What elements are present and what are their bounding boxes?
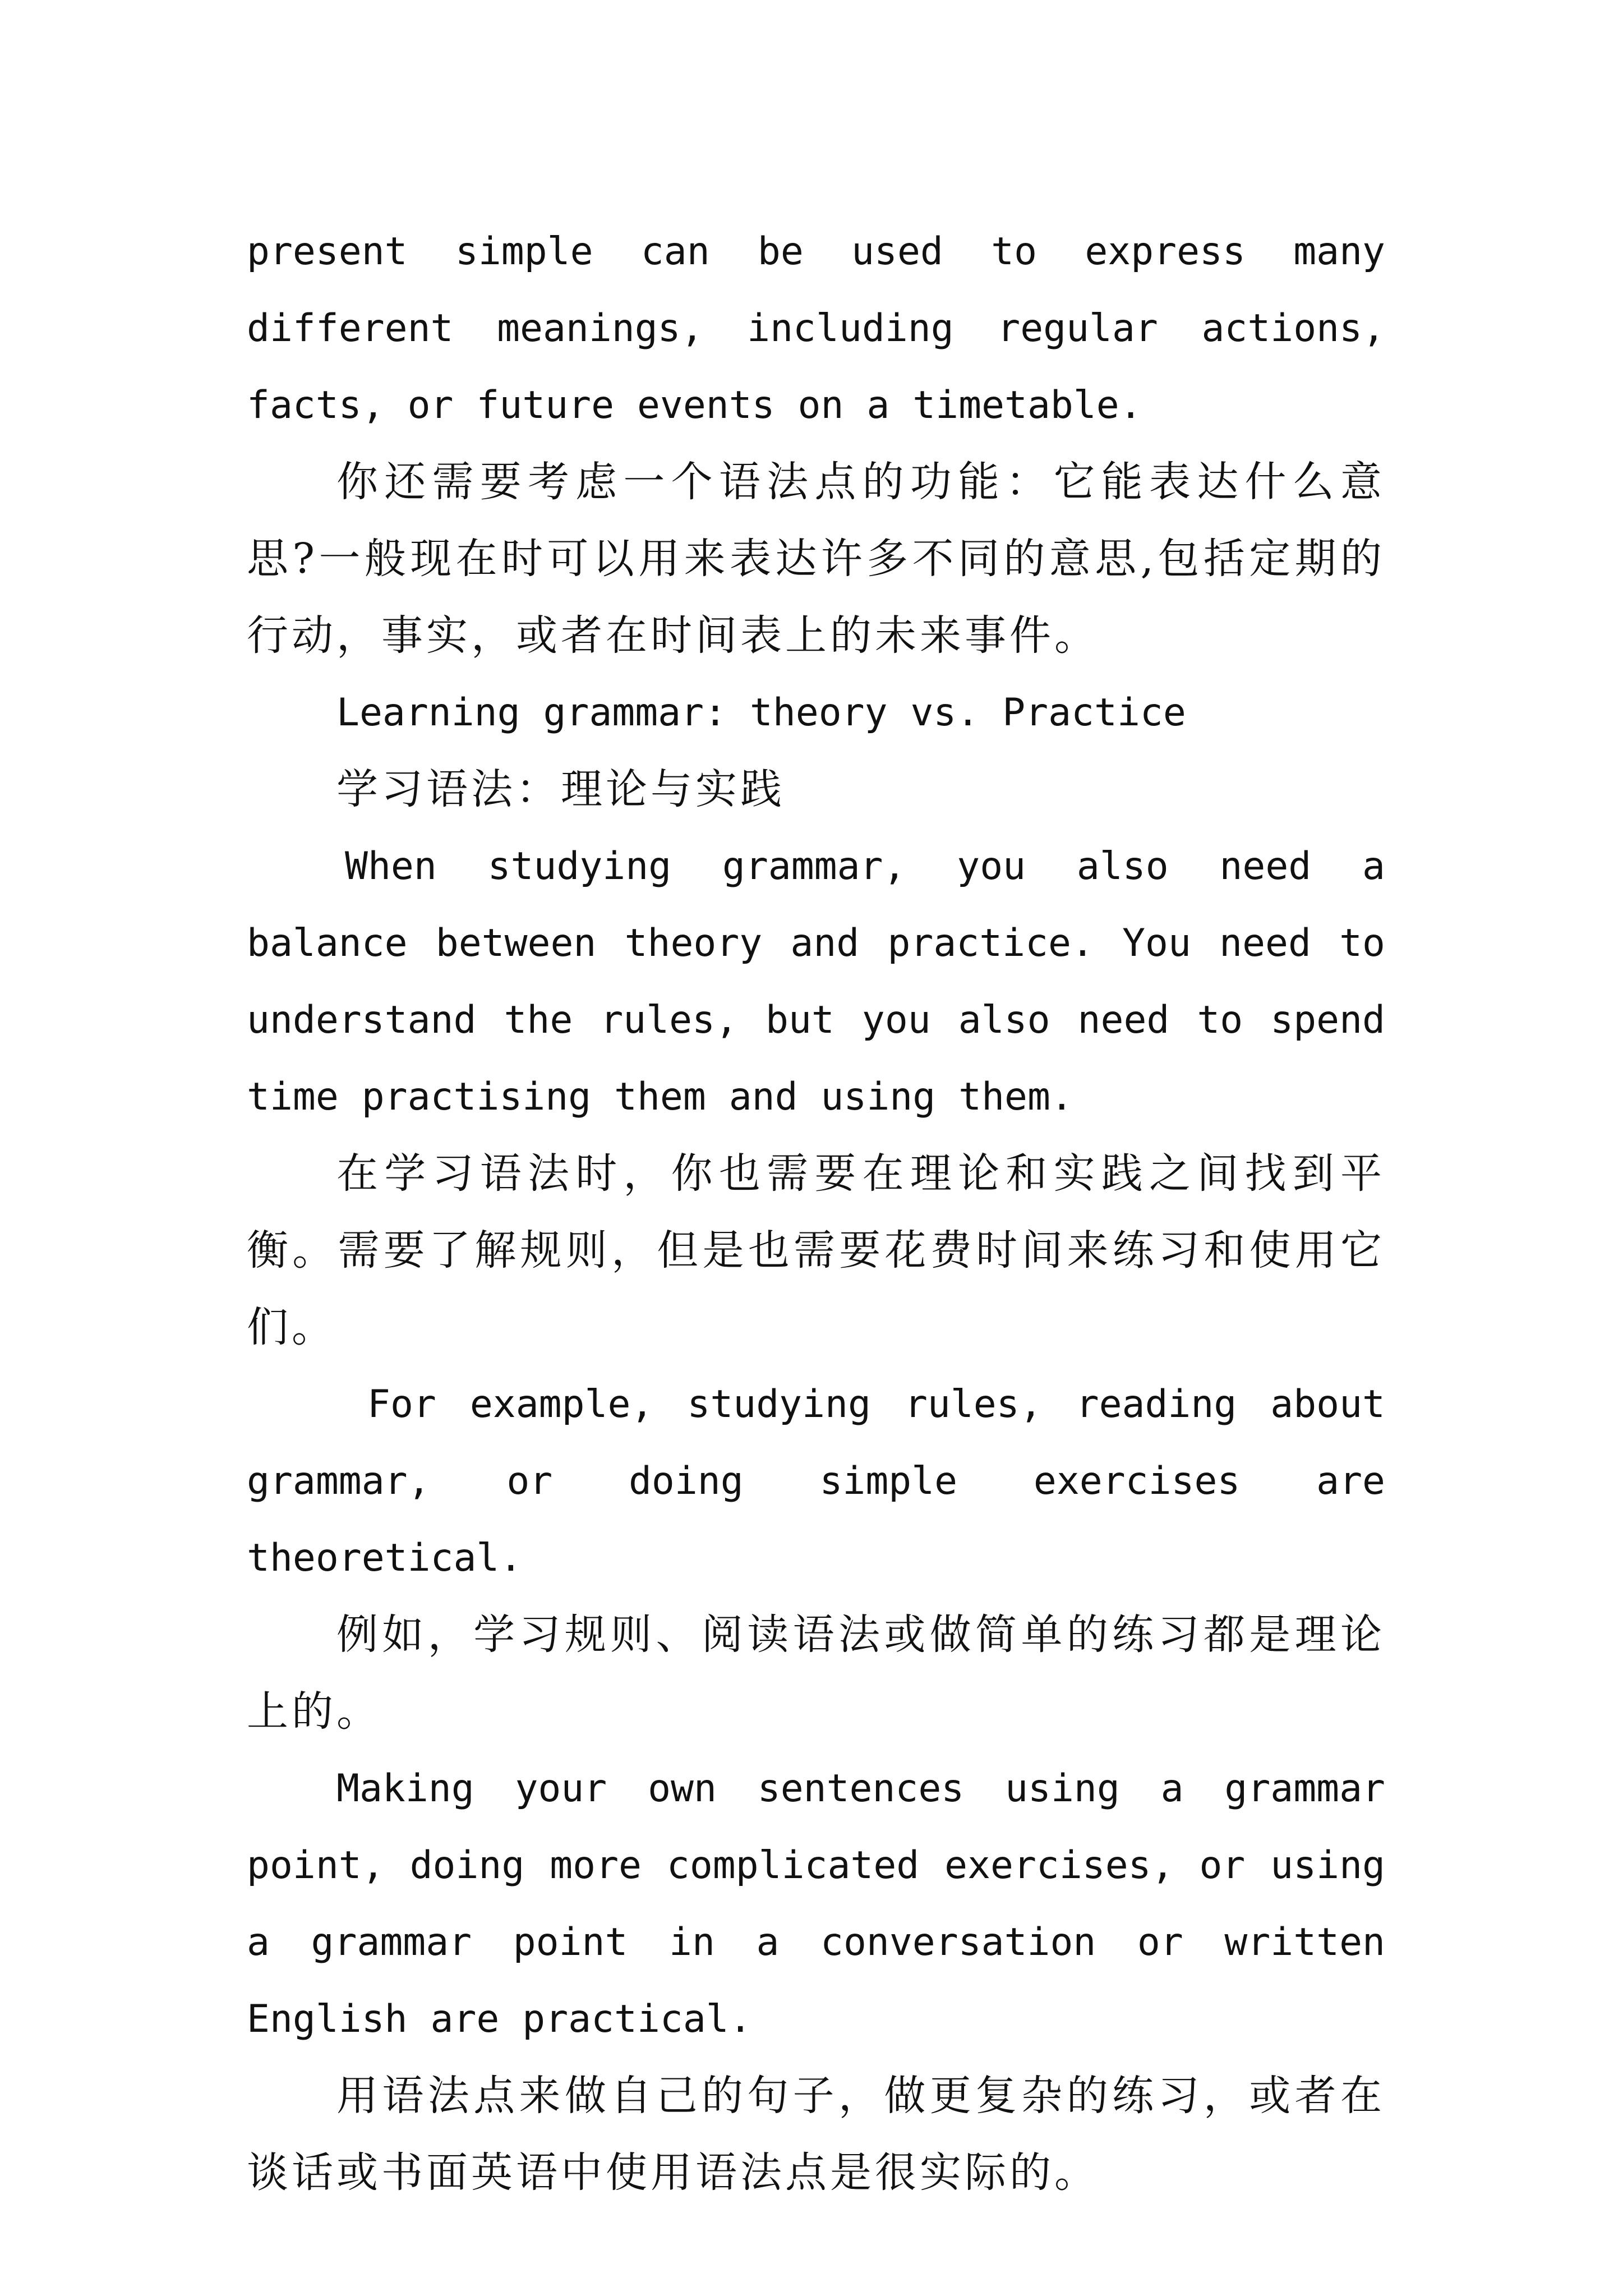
paragraph-balance-theory-practice-zh: 在学习语法时，你也需要在理论和实践之间找到平衡。需要了解规则，但是也需要花费时间来练习和使用它们。 bbox=[247, 1149, 1385, 1351]
paragraph-practical-examples: Making your own sentences using a grammar point, doing more complicated exercises, or using a grammar point in a conversation or written English are practical. bbox=[247, 1766, 1385, 2041]
section-heading-theory-vs-practice-zh: 学习语法：理论与实践 bbox=[336, 765, 785, 813]
paragraph-practical-examples-zh: 用语法点来做自己的句子，做更复杂的练习，或者在谈话或书面英语中使用语法点是很实际的。 bbox=[247, 2072, 1385, 2197]
paragraph-grammar-function-zh: 你还需要考虑一个语法点的功能：它能表达什么意思?一般现在时可以用来表达许多不同的意思,包括定期的行动，事实，或者在时间表上的未来事件。 bbox=[247, 458, 1385, 660]
paragraph-present-simple-meanings: present simple can be used to express many different meanings, including regular actions, facts, or future events on a timetable. bbox=[247, 229, 1385, 427]
paragraph-balance-theory-practice: When studying grammar, you also need a balance between theory and practice. You need to understand the rules, but you also need to spend time practising them and using them. bbox=[247, 844, 1385, 1119]
paragraph-theoretical-examples-zh: 例如，学习规则、阅读语法或做简单的练习都是理论上的。 bbox=[247, 1611, 1385, 1736]
paragraph-theoretical-examples: For example, studying rules, reading about grammar, or doing simple exercises are theoretical. bbox=[247, 1382, 1385, 1580]
document-body bbox=[247, 213, 1385, 2211]
section-heading-theory-vs-practice: Learning grammar: theory vs. Practice bbox=[336, 691, 1186, 735]
